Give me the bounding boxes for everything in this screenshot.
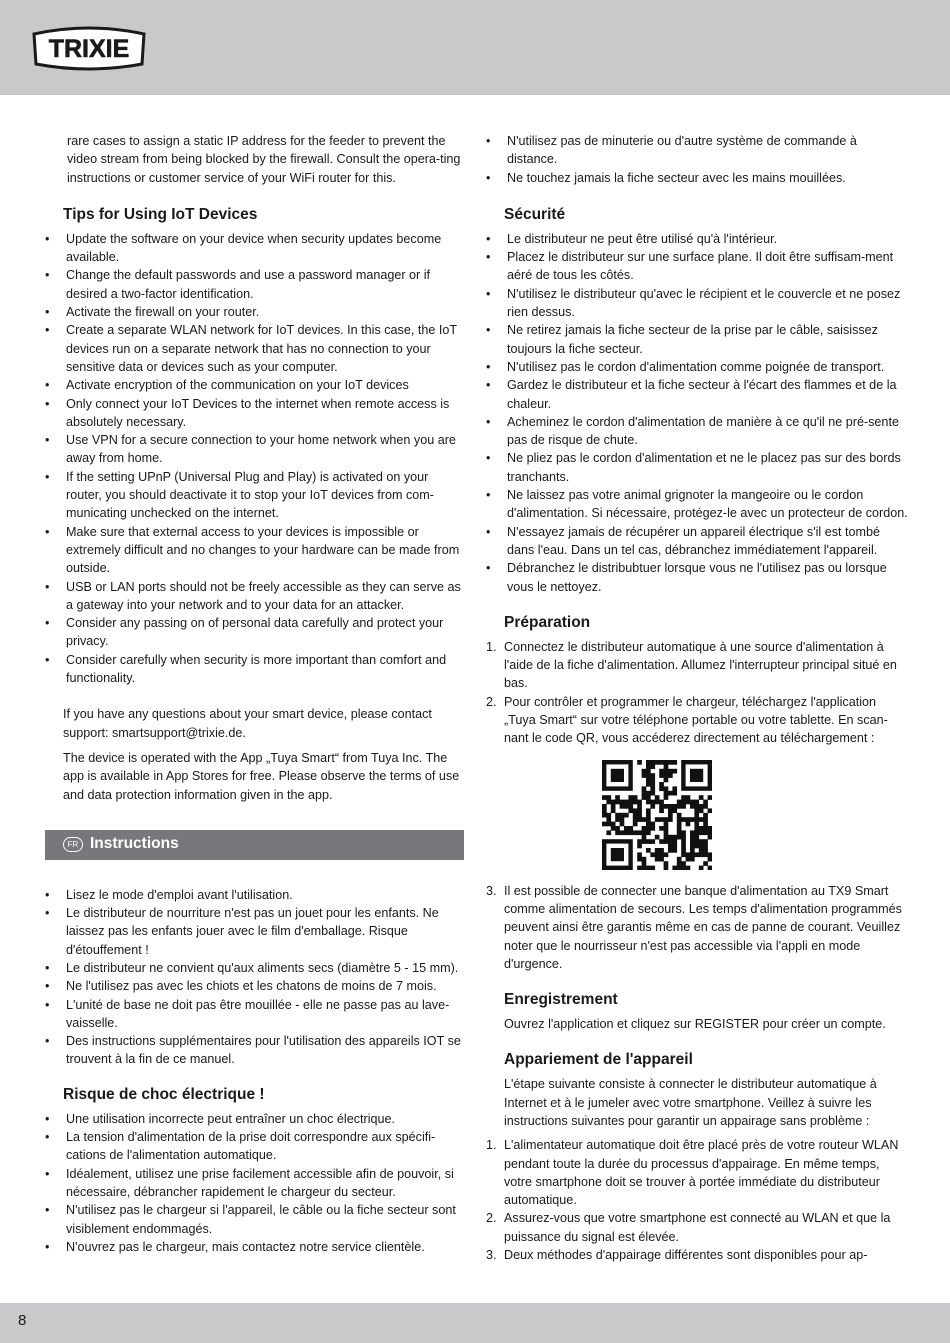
instruction-item: • Ne l'utilisez pas avec les chiots et les chatons de moins de 7 mois. [45,977,465,995]
tip-item: • Update the software on your device when security updates become available. [45,230,465,267]
security-item: • Débranchez le distribubtuer lorsque vous ne l'utilisez pas ou lorsque vous le nettoyez. [486,559,908,596]
shock-warning-item: • La tension d'alimentation de la prise doit correspondre aux spécifi-cations de l'alimentation automatique. [45,1128,465,1165]
security-item: • Placez le distributeur sur une surface plane. Il doit être suffisam-ment aéré de tous les côtés. [486,248,908,285]
app-note-paragraph: The device is operated with the App „Tuya Smart“ from Tuya Inc. The app is available in App Stores for free. Please observe the terms of use and data protection information given in the app. [63,750,460,802]
page-number: 8 [18,1312,27,1329]
page-footer [0,1303,950,1343]
preparation-step [486,693,908,748]
preparation-list [486,638,908,748]
step-number: 2. [486,1211,497,1226]
tip-item: • Activate encryption of the communication on your IoT devices [45,376,465,394]
security-item: • Le distributeur ne peut être utilisé qu'à l'intérieur. [486,230,908,248]
security-item: • Gardez le distributeur et la fiche secteur à l'écart des flammes et de la chaleur. [486,376,908,413]
section-title: Instructions [90,834,179,852]
step-text: Il est possible de connecter une banque d'alimentation au TX9 Smart comme alimentation de secours. Les temps d'alimentation programmés peuvent ainsi être garantis même en cas de panne de courant. Veuillez noter que le nourrisseur n'est pas accessible via l'appli en mode d'urgence. [504,883,902,971]
page-header [0,0,950,95]
step-number: 1. [486,639,497,654]
shock-warning-item: • N'ouvrez pas le chargeur, mais contactez notre service clientèle. [45,1238,465,1256]
support-paragraph: If you have any questions about your smart device, please contact support: smartsupport@trixie.de. [63,707,432,740]
tip-item: • USB or LAN ports should not be freely accessible as they can serve as a gateway into your network and to your data for an attacker. [45,578,465,615]
security-item: • N'utilisez le distributeur qu'avec le récipient et le couvercle et ne posez rien dessus. [486,285,908,322]
security-item: • Ne laissez pas votre animal grignoter la mangeoire ou le cordon d'alimentation. Si nécessaire, protégez-le avec un protecteur de cordon. [486,486,908,523]
pairing-steps [486,1136,908,1264]
instruction-item: • Des instructions supplémentaires pour l'utilisation des appareils IOT se trouvent à la fin de ce manuel. [45,1032,465,1069]
step-text: L'alimentateur automatique doit être placé près de votre routeur WLAN pendant toute la durée du processus d'appairage. En même temps, votre smartphone doit se trouver à portée immédiate du distributeur automatique. [504,1138,899,1208]
tip-item: • Activate the firewall on your router. [45,303,465,321]
instruction-item: • L'unité de base ne doit pas être mouillée - elle ne passe pas au lave-vaisselle. [45,996,465,1033]
preparation-step [486,638,908,693]
shock-list [45,1110,465,1256]
pairing-step [486,1136,908,1209]
registration-text: Ouvrez l'application et cliquez sur REGISTER pour créer un compte. [504,1017,886,1032]
tip-item: • Change the default passwords and use a password manager or if desired a two-factor identification. [45,266,465,303]
tips-heading: Tips for Using IoT Devices [63,205,258,223]
security-item: • Ne pliez pas le cordon d'alimentation et ne le placez pas sur des bords tranchants. [486,449,908,486]
right-column [486,132,908,1264]
registration-heading: Enregistrement [504,991,618,1009]
tip-item: • Only connect your IoT Devices to the internet when remote access is absolutely necessary. [45,395,465,432]
security-item: • Acheminez le cordon d'alimentation de manière à ce qu'il ne pré-sente pas de risque de chute. [486,413,908,450]
tip-item: • Create a separate WLAN network for IoT devices. In this case, the IoT devices run on a separate network that has no connection to your sensitive data or devices such as your computer. [45,321,465,376]
step-number: 3. [486,1248,497,1263]
step-number: 3. [486,883,497,898]
instructions-list [45,886,465,1069]
step-text: Pour contrôler et programmer le chargeur, téléchargez l'application „Tuya Smart“ sur votre téléphone portable ou votre tablette. En scan-nant le code QR, vous accéderez directement au téléchargement : [504,694,888,746]
preparation-heading: Préparation [504,613,591,631]
pairing-text: L'étape suivante consiste à connecter le distributeur automatique à Internet et à le jumeler avec votre smartphone. Veillez à suivre les instructions suivantes pour garantir un appairage sans problème : [504,1077,877,1128]
warning-item: • N'utilisez pas de minuterie ou d'autre système de commande à distance. [486,132,908,169]
shock-heading: Risque de choc électrique ! [63,1085,265,1103]
security-item: • N'essayez jamais de récupérer un appareil électrique s'il est tombé dans l'eau. Dans un tel cas, débranchez immédiatement l'appareil. [486,523,908,560]
shock-warning-item: • Idéalement, utilisez une prise facilement accessible afin de pouvoir, si nécessaire, débrancher rapidement le chargeur du secteur. [45,1165,465,1202]
section-bar-instructions [45,830,464,860]
pairing-step [486,1246,908,1264]
step-text: Connectez le distributeur automatique à une source d'alimentation à l'aide de la fiche d'alimentation. Allumez l'interrupteur principal situé en bas. [504,639,897,691]
tip-item: • Use VPN for a secure connection to your home network when you are away from home. [45,431,465,468]
pairing-step [486,1209,908,1246]
top-bullet-list [486,132,908,187]
pairing-heading: Appariement de l'appareil [504,1051,693,1069]
tip-item: • Consider any passing on of personal data carefully and protect your privacy. [45,614,465,651]
instruction-item: • Le distributeur de nourriture n'est pas un jouet pour les enfants. Ne laissez pas les enfants jouer avec le film d'emballage. Risque d'étouffement ! [45,904,465,959]
instruction-item: • Le distributeur ne convient qu'aux aliments secs (diamètre 5 - 15 mm). [45,959,465,977]
language-badge: FR [63,837,83,852]
tip-item: • Make sure that external access to your devices is impossible or extremely difficult and no changes to your hardware can be made from outside. [45,523,465,578]
step-number: 1. [486,1138,497,1153]
security-list [486,230,908,596]
tip-item: • Consider carefully when security is more important than comfort and functionality. [45,651,465,688]
shock-warning-item: • Une utilisation incorrecte peut entraîner un choc électrique. [45,1110,465,1128]
tips-list [45,230,465,687]
security-item: • N'utilisez pas le cordon d'alimentation comme poignée de transport. [486,358,908,376]
step-text: Deux méthodes d'appairage différentes sont disponibles pour ap- [504,1248,868,1263]
intro-paragraph: rare cases to assign a static IP address for the feeder to prevent the video stream from being blocked by the firewall. Consult the opera-ting instructions or customer service of your WiFi router for this. [67,134,461,185]
instruction-item: • Lisez le mode d'emploi avant l'utilisation. [45,886,465,904]
step-number: 2. [486,694,497,709]
qr-code [602,760,712,870]
preparation-list-continued [486,882,908,973]
qr-code-image [602,760,712,870]
security-item: • Ne retirez jamais la fiche secteur de la prise par le câble, saisissez toujours la fiche secteur. [486,321,908,358]
left-column [45,132,465,1256]
security-heading: Sécurité [504,205,566,223]
tip-item: • If the setting UPnP (Universal Plug and Play) is activated on your router, you should deactivate it to stop your IoT devices from com-municating unchecked on the internet. [45,468,465,523]
warning-item: • Ne touchez jamais la fiche secteur avec les mains mouillées. [486,169,908,187]
logo-text: TRIXIE [48,35,130,63]
preparation-step [486,882,908,973]
trixie-logo [30,20,148,74]
step-text: Assurez-vous que votre smartphone est connecté au WLAN et que la puissance du signal est élevée. [504,1211,891,1244]
shock-warning-item: • N'utilisez pas le chargeur si l'appareil, le câble ou la fiche secteur sont visiblement endommagés. [45,1201,465,1238]
